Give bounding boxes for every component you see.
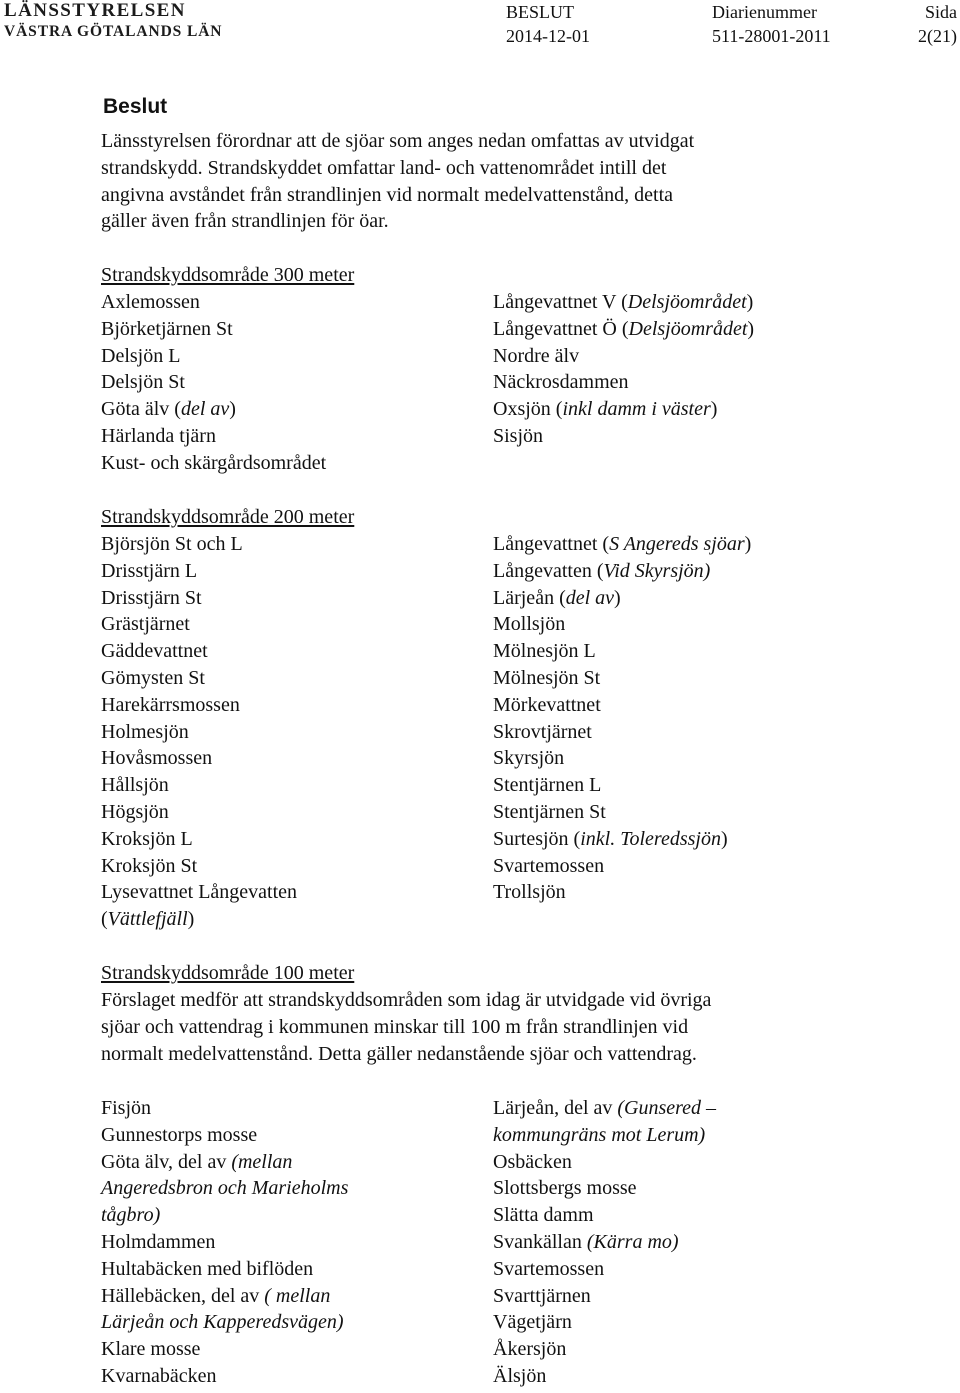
item-note: inkl. Toleredssjön	[580, 827, 721, 850]
item-name: Kroksjön L	[101, 827, 193, 850]
item-name: Gömysten St	[101, 666, 205, 689]
item-name: Svarttjärnen	[493, 1284, 591, 1307]
list-item	[493, 1363, 716, 1390]
zone200-left-list	[101, 531, 297, 933]
list-item	[101, 906, 297, 933]
paragraph-line: Länsstyrelsen förordnar att de sjöar som anges nedan omfattas av utvidgat	[101, 130, 695, 152]
item-name: Skyrsjön	[493, 747, 565, 770]
item-note: inkl damm i väster	[562, 398, 711, 421]
list-item	[493, 1229, 716, 1256]
item-name: Holmdammen	[101, 1230, 216, 1253]
item-name: Drisstjärn St	[101, 586, 202, 609]
list-item	[101, 343, 326, 370]
list-item	[493, 1256, 716, 1283]
item-name: Stentjärnen L	[493, 774, 602, 797]
item-name: Mölnesjön L	[493, 640, 596, 663]
list-item	[101, 1363, 348, 1390]
item-name: Hultabäcken med biflöden	[101, 1257, 314, 1280]
zone300-left-list	[101, 289, 326, 477]
item-name: Klare mosse	[101, 1338, 201, 1361]
item-name: Mörkevattnet	[493, 693, 601, 716]
item-note: Delsjöområdet	[627, 291, 747, 313]
zone200-right-list	[493, 531, 751, 906]
paragraph-line: gäller även från strandlinjen för öar.	[101, 210, 389, 233]
list-item	[101, 1283, 348, 1310]
zone300-heading: Strandskyddsområde 300 meter	[101, 264, 355, 286]
list-item	[493, 1149, 716, 1176]
list-item	[101, 719, 297, 746]
item-name: Hällebäcken, del av	[101, 1284, 265, 1307]
doc-type-label: BESLUT	[506, 2, 575, 22]
diarienummer-block	[712, 0, 831, 48]
item-name: Lärjeån, del av	[493, 1097, 618, 1119]
item-note: Delsjöområdet	[628, 317, 748, 340]
list-item	[101, 450, 326, 477]
item-tail: )	[744, 533, 752, 555]
item-name: Harekärrsmossen	[101, 693, 240, 716]
list-item	[101, 423, 326, 450]
list-item	[493, 879, 751, 906]
zone100-right-list	[493, 1095, 716, 1390]
list-item	[493, 692, 751, 719]
list-item	[101, 1336, 348, 1363]
item-name: Mölnesjön St	[493, 666, 601, 689]
item-tail: )	[720, 827, 728, 850]
item-note: S Angereds sjöar	[609, 533, 745, 555]
list-item	[493, 1175, 716, 1202]
item-name: Surtesjön (	[493, 827, 581, 850]
org-name-line1: LÄNSSTYRELSEN	[4, 0, 186, 21]
item-name: Hållsjön	[101, 774, 169, 797]
item-name: Åkersjön	[493, 1338, 567, 1361]
item-tail: )	[229, 398, 236, 421]
list-item	[493, 719, 751, 746]
list-item	[493, 799, 751, 826]
list-item	[493, 558, 751, 585]
list-item	[493, 1309, 716, 1336]
item-name: Göta älv (	[101, 398, 181, 421]
item-name: Vägetjärn	[493, 1311, 572, 1334]
list-item	[493, 343, 754, 370]
item-name: Nordre älv	[493, 344, 580, 367]
item-name: Björketjärnen St	[101, 317, 233, 340]
doc-date: 2014-12-01	[506, 26, 590, 46]
page-block	[918, 0, 957, 48]
item-name: Hovåsmossen	[101, 747, 213, 770]
list-item	[493, 772, 751, 799]
item-name: Kroksjön St	[101, 854, 198, 877]
paragraph-line: normalt medelvattenstånd. Detta gäller nedanstående sjöar och vattendrag.	[101, 1042, 697, 1065]
item-name: Högsjön	[101, 800, 169, 823]
list-item	[101, 1095, 348, 1122]
item-name: Kvarnabäcken	[101, 1364, 217, 1387]
item-name: Kust- och skärgårdsområdet	[101, 451, 327, 474]
item-name: Svankällan	[493, 1230, 587, 1253]
list-item	[493, 1095, 716, 1122]
list-item	[101, 396, 326, 423]
item-tail: )	[747, 317, 755, 340]
item-name: Skrovtjärnet	[493, 720, 592, 743]
item-name: Lysevattnet Långevatten	[101, 881, 298, 904]
doc-type-block	[506, 0, 590, 48]
list-item	[493, 611, 751, 638]
list-item	[493, 1336, 716, 1363]
list-item	[101, 1175, 348, 1202]
list-item	[101, 692, 297, 719]
item-name: Långevattnet Ö (	[493, 317, 629, 340]
list-item	[101, 1256, 348, 1283]
list-item	[493, 1202, 716, 1229]
item-name: Delsjön St	[101, 371, 185, 394]
item-note: kommungräns mot Lerum)	[493, 1123, 706, 1146]
org-name-line2: VÄSTRA GÖTALANDS LÄN	[4, 23, 223, 40]
list-item	[101, 853, 297, 880]
item-note: Vättlefjäll	[107, 908, 188, 931]
list-item	[493, 369, 754, 396]
item-name: Härlanda tjärn	[101, 424, 216, 447]
item-name: Göta älv, del av	[101, 1150, 232, 1173]
list-item	[493, 638, 751, 665]
item-note: (Gunsered –	[617, 1097, 717, 1119]
list-item	[101, 1229, 348, 1256]
list-item	[493, 585, 751, 612]
list-item	[101, 772, 297, 799]
item-name: Svartemossen	[493, 854, 605, 877]
zone300-right-list	[493, 289, 754, 450]
item-name: Svartemossen	[493, 1257, 605, 1280]
list-item	[101, 1309, 348, 1336]
item-name: Delsjön L	[101, 344, 181, 367]
page-label: Sida	[924, 2, 957, 22]
item-note: Vid Skyrsjön)	[603, 559, 711, 582]
zone100-heading: Strandskyddsområde 100 meter	[101, 962, 355, 984]
item-name: Lärjeån (	[493, 586, 566, 609]
list-item	[493, 1122, 716, 1149]
paragraph-line: strandskydd. Strandskyddet omfattar land- och vattenområdet intill det	[101, 156, 667, 179]
item-note: tågbro)	[101, 1204, 161, 1227]
list-item	[493, 665, 751, 692]
item-name: Näckrosdammen	[493, 371, 629, 394]
item-name: Holmesjön	[101, 720, 189, 743]
list-item	[101, 611, 297, 638]
item-name: Osbäcken	[493, 1150, 572, 1173]
list-item	[101, 799, 297, 826]
paragraph-line: sjöar och vattendrag i kommunen minskar till 100 m från strandlinjen vid	[101, 1015, 689, 1038]
item-name: Gäddevattnet	[101, 640, 208, 663]
list-item	[101, 1202, 348, 1229]
item-name: Gunnestorps mosse	[101, 1123, 258, 1146]
list-item	[101, 289, 326, 316]
list-item	[101, 558, 297, 585]
item-name: Fisjön	[101, 1097, 152, 1119]
list-item	[101, 879, 297, 906]
item-name: Långevattnet V (	[493, 291, 628, 313]
item-name: (	[101, 908, 108, 931]
list-item	[493, 289, 754, 316]
item-name: Trollsjön	[493, 881, 566, 904]
item-note: ( mellan	[264, 1284, 331, 1307]
list-item	[101, 1122, 348, 1149]
decision-paragraph	[101, 128, 694, 235]
diarienummer-label: Diarienummer	[712, 2, 817, 22]
paragraph-line: angivna avståndet från strandlinjen vid normalt medelvattenstånd, detta	[101, 183, 674, 206]
list-item	[493, 316, 754, 343]
item-note: (mellan	[231, 1150, 293, 1173]
list-item	[493, 423, 754, 450]
list-item	[493, 1283, 716, 1310]
item-tail: )	[710, 398, 718, 421]
list-item	[493, 826, 751, 853]
list-item	[101, 665, 297, 692]
list-item	[493, 853, 751, 880]
item-note: (Kärra mo)	[586, 1230, 679, 1253]
item-name: Grästjärnet	[101, 613, 190, 636]
list-item	[101, 745, 297, 772]
item-name: Slottsbergs mosse	[493, 1177, 637, 1200]
list-item	[101, 826, 297, 853]
item-note: Lärjeån och Kapperedsvägen)	[101, 1311, 344, 1334]
list-item	[493, 745, 751, 772]
list-item	[101, 531, 297, 558]
list-item	[101, 638, 297, 665]
item-note: Angeredsbron och Marieholms	[101, 1177, 349, 1200]
page-number: 2(21)	[918, 26, 957, 46]
zone100-paragraph	[101, 987, 711, 1067]
item-name: Axlemossen	[101, 291, 200, 313]
list-item	[101, 585, 297, 612]
diarienummer-value: 511-28001-2011	[712, 26, 831, 46]
list-item	[101, 1149, 348, 1176]
item-name: Mollsjön	[493, 613, 566, 636]
zone100-left-list	[101, 1095, 348, 1390]
item-name: Älsjön	[493, 1364, 547, 1387]
item-name: Sisjön	[493, 424, 544, 447]
decision-heading: Beslut	[103, 95, 168, 118]
item-note: del av	[565, 586, 615, 609]
item-tail: )	[746, 291, 754, 313]
item-name: Björsjön St och L	[101, 533, 243, 555]
zone200-heading: Strandskyddsområde 200 meter	[101, 506, 355, 528]
item-name: Stentjärnen St	[493, 800, 606, 823]
item-name: Långevattnet (	[493, 533, 610, 555]
item-note: del av	[180, 398, 230, 421]
paragraph-line: Förslaget medför att strandskyddsområden som idag är utvidgade vid övriga	[101, 989, 712, 1011]
list-item	[493, 396, 754, 423]
item-name: Slätta damm	[493, 1204, 594, 1227]
list-item	[493, 531, 751, 558]
list-item	[101, 369, 326, 396]
item-name: Oxsjön (	[493, 398, 563, 421]
list-item	[101, 316, 326, 343]
item-tail: )	[614, 586, 621, 609]
item-name: Drisstjärn L	[101, 559, 198, 582]
item-tail: )	[187, 908, 195, 931]
item-name: Långevatten (	[493, 559, 604, 582]
